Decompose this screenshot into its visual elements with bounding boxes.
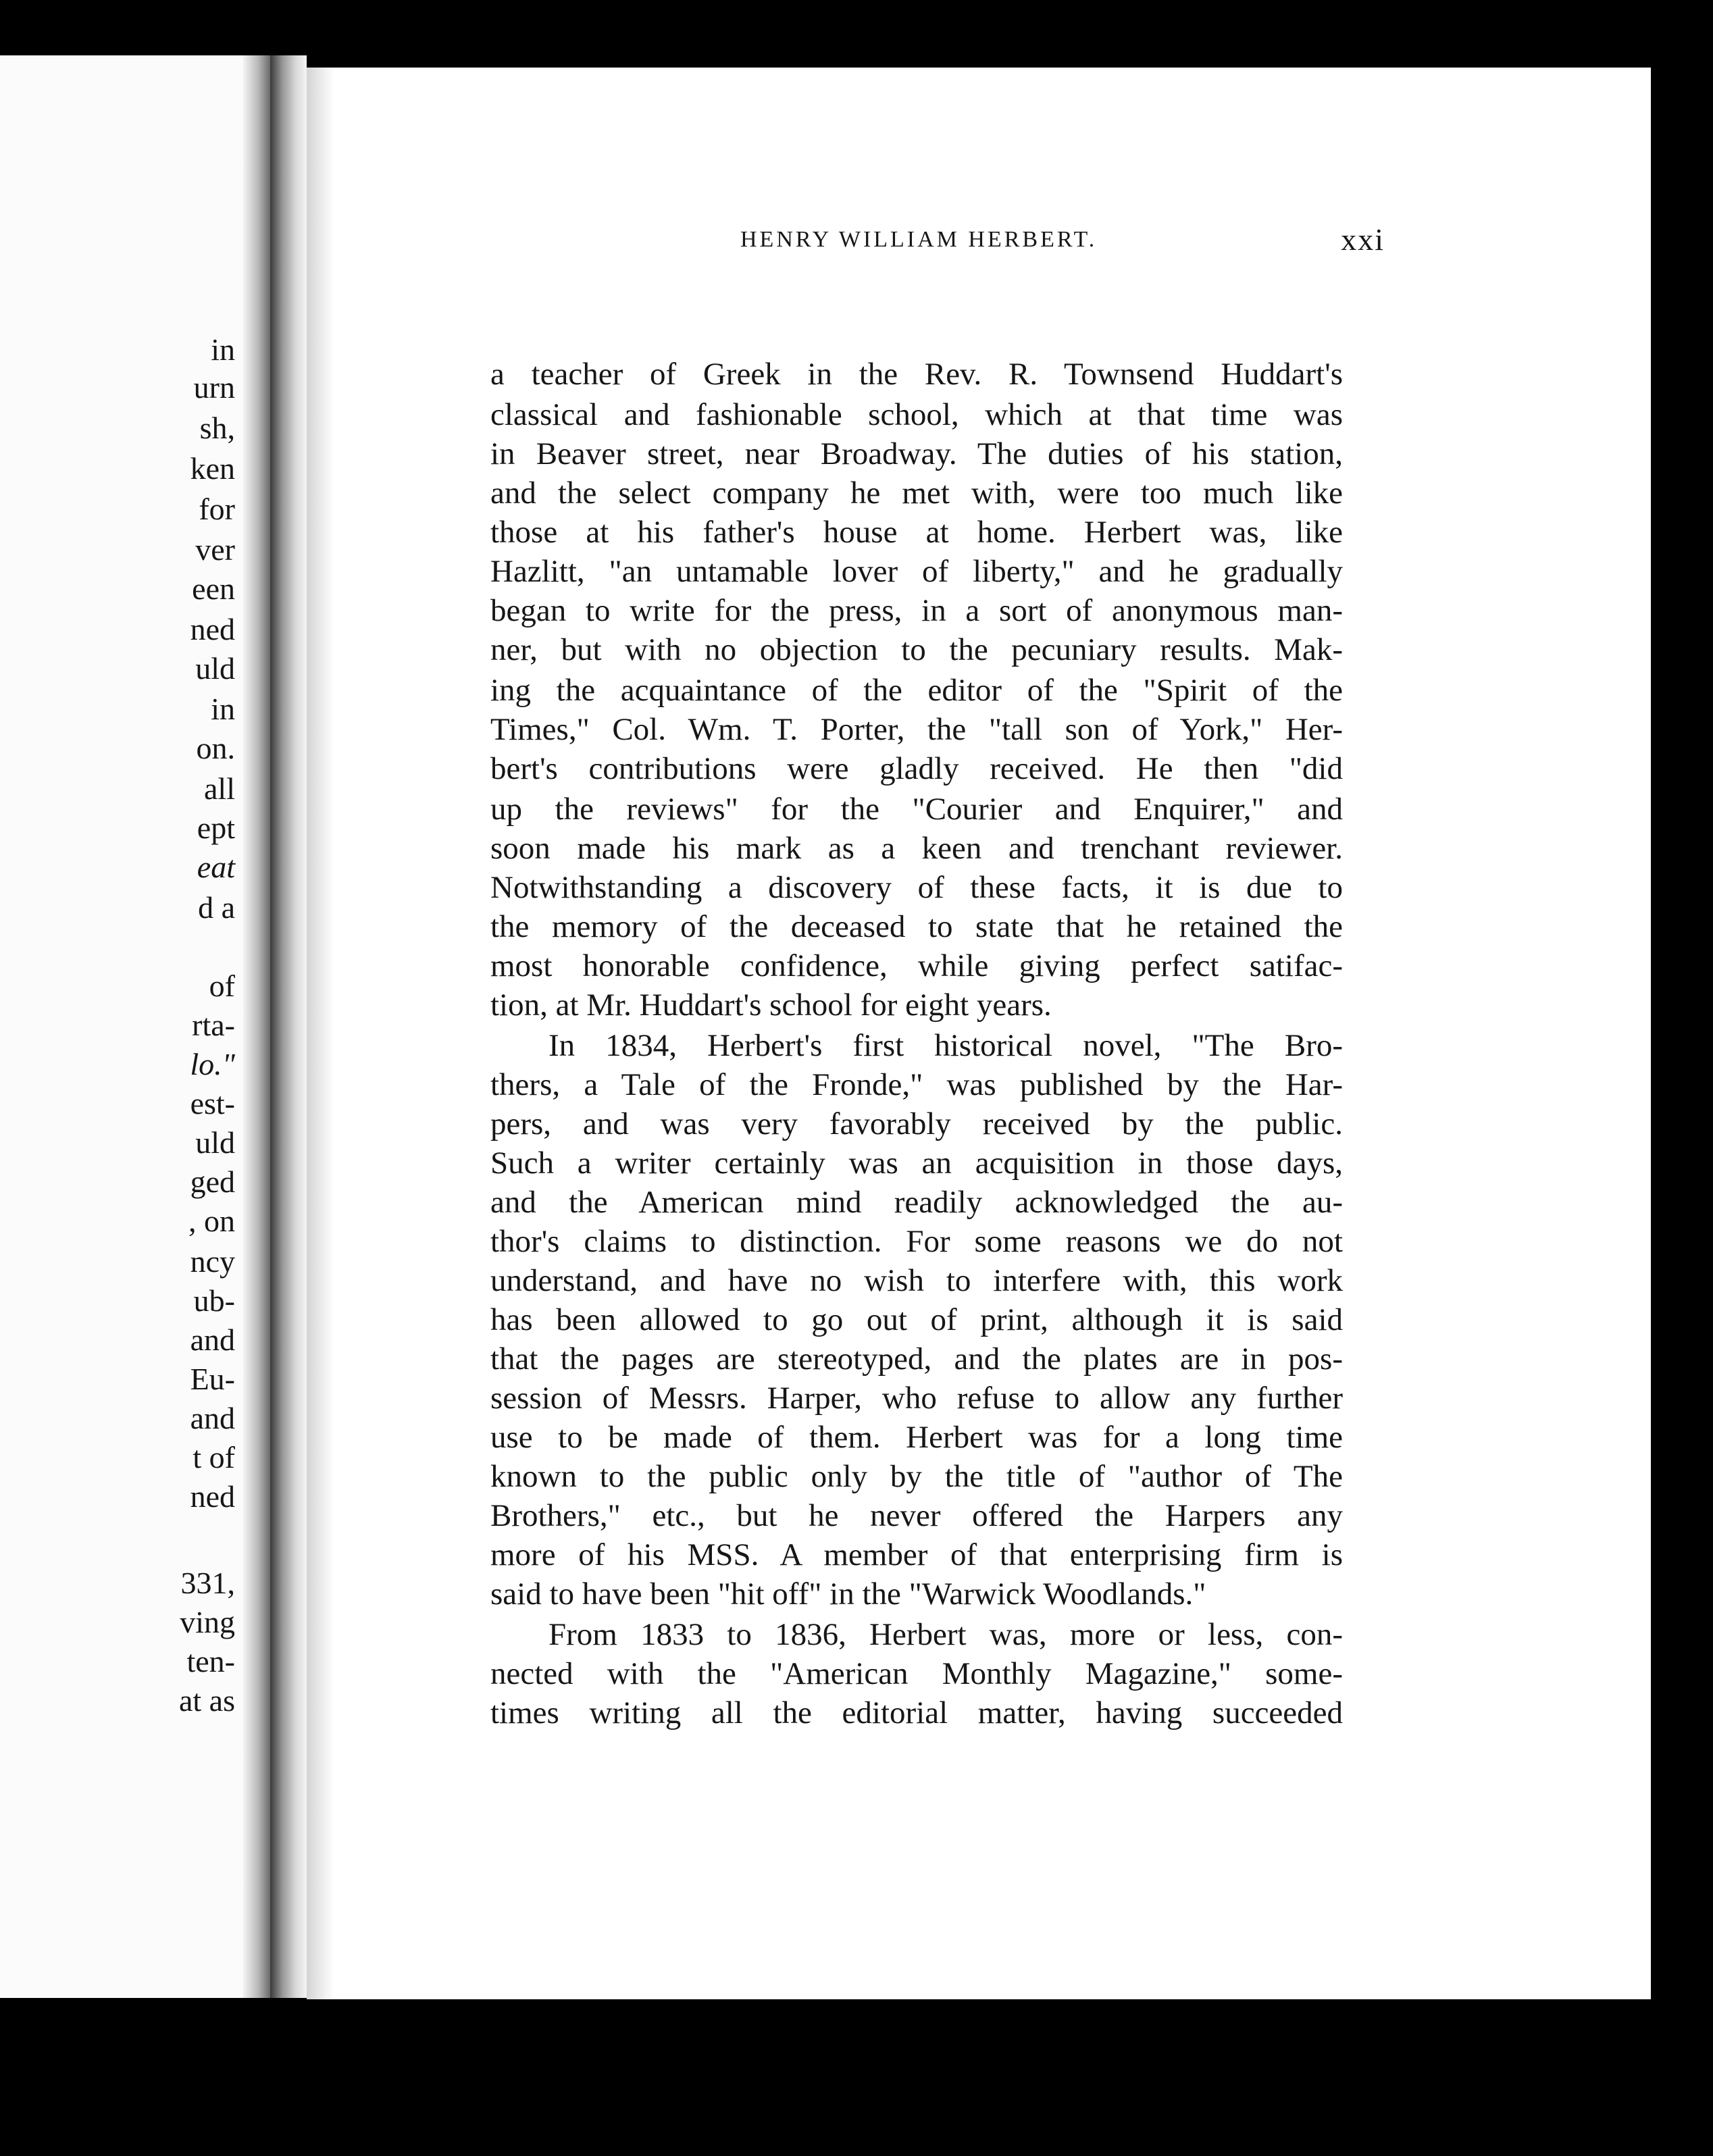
left-page-fragment: uld <box>195 1125 235 1160</box>
text-line: that the pages are stereotyped, and the plates are in pos- <box>490 1341 1343 1377</box>
text-line: times writing all the editorial matter, having succeeded <box>490 1695 1343 1730</box>
left-page-fragment: d a <box>198 890 235 925</box>
text-line: understand, and have no wish to interfere with, this work <box>490 1263 1343 1298</box>
text-line: a teacher of Greek in the Rev. R. Townsend Huddart's <box>490 357 1343 392</box>
book-spine-shadow <box>270 55 307 1998</box>
left-page-fragment: lo." <box>190 1047 235 1081</box>
text-line: known to the public only by the title of "author of The <box>490 1459 1343 1494</box>
left-page-fragment: all <box>204 771 235 806</box>
text-line: began to write for the press, in a sort of anonymous man- <box>490 593 1343 628</box>
text-line: classical and fashionable school, which at that time was <box>490 397 1343 432</box>
text-line: the memory of the deceased to state that he retained the <box>490 909 1343 944</box>
left-page-gutter-shadow <box>243 55 270 1998</box>
text-line: Times," Col. Wm. T. Porter, the "tall son of York," Her- <box>490 712 1343 747</box>
facing-page-left <box>0 55 270 1998</box>
text-line: thers, a Tale of the Fronde," was published by the Har- <box>490 1067 1343 1102</box>
left-page-fragment: and <box>190 1401 235 1435</box>
text-line: Such a writer certainly was an acquisition in those days, <box>490 1146 1343 1181</box>
text-line: more of his MSS. A member of that enterprising firm is <box>490 1537 1343 1572</box>
left-page-fragment: sh, <box>199 411 235 445</box>
text-line: tion, at Mr. Huddart's school for eight years. <box>490 987 1052 1023</box>
left-page-fragment: een <box>192 571 235 606</box>
text-line: From 1833 to 1836, Herbert was, more or less, con- <box>548 1617 1343 1652</box>
text-line: session of Messrs. Harper, who refuse to allow any further <box>490 1381 1343 1416</box>
left-page-fragment: ub- <box>193 1283 235 1318</box>
text-line: soon made his mark as a keen and trenchant reviewer. <box>490 831 1343 866</box>
left-page-fragment: Eu- <box>190 1362 235 1396</box>
text-line: ing the acquaintance of the editor of the "Spirit of the <box>490 673 1343 708</box>
left-page-fragment: ver <box>195 532 235 567</box>
left-page-fragment: and <box>190 1323 235 1357</box>
left-page-fragment: ving <box>180 1605 235 1639</box>
text-line: Notwithstanding a discovery of these facts, it is due to <box>490 870 1343 905</box>
text-line: pers, and was very favorably received by the public. <box>490 1106 1343 1141</box>
text-line: thor's claims to distinction. For some reasons we do not <box>490 1224 1343 1259</box>
left-page-fragment: uld <box>195 651 235 686</box>
text-line: those at his father's house at home. Herbert was, like <box>490 515 1343 550</box>
left-page-fragment: 331, <box>180 1566 235 1600</box>
left-page-fragment: ept <box>197 811 235 845</box>
text-line: up the reviews" for the "Courier and Enquirer," and <box>490 792 1343 827</box>
text-line: use to be made of them. Herbert was for a long time <box>490 1420 1343 1455</box>
left-page-fragment: of <box>209 969 235 1003</box>
left-page-fragment: ken <box>190 451 235 486</box>
left-page-fragment: ged <box>190 1164 235 1199</box>
left-page-fragment: eat <box>197 850 235 884</box>
left-page-fragment: rta- <box>192 1008 235 1042</box>
left-page-fragment: ten- <box>186 1644 235 1678</box>
text-line: and the American mind readily acknowledged the au- <box>490 1185 1343 1220</box>
page-fold-shadow <box>307 68 334 1999</box>
left-page-fragment: for <box>199 492 235 526</box>
left-page-fragment: ncy <box>190 1244 235 1279</box>
left-page-fragment: t of <box>193 1440 235 1474</box>
text-line: said to have been "hit off" in the "Warwick Woodlands." <box>490 1576 1206 1612</box>
text-line: ner, but with no objection to the pecuniary results. Mak- <box>490 632 1343 667</box>
left-page-fragment: ned <box>190 612 235 646</box>
running-head-title: HENRY WILLIAM HERBERT. <box>740 227 1098 252</box>
left-page-fragment: in <box>211 332 235 367</box>
left-page-fragment: , on <box>188 1204 235 1238</box>
left-page-fragment: in <box>211 692 235 726</box>
left-page-fragment: on. <box>196 731 235 765</box>
text-line: most honorable confidence, while giving perfect satifac- <box>490 948 1343 983</box>
text-line: in Beaver street, near Broadway. The duties of his station, <box>490 436 1343 471</box>
text-line: nected with the "American Monthly Magazine," some- <box>490 1656 1343 1691</box>
text-line: Brothers," etc., but he never offered the Harpers any <box>490 1498 1343 1533</box>
text-line: bert's contributions were gladly received. He then "did <box>490 751 1343 786</box>
page-number: xxi <box>1341 222 1385 257</box>
left-page-fragment: urn <box>193 370 235 405</box>
left-page-fragment: ned <box>190 1479 235 1514</box>
left-page-fragment: at as <box>178 1683 235 1718</box>
text-line: and the select company he met with, were too much like <box>490 476 1343 511</box>
text-line: Hazlitt, "an untamable lover of liberty," and he gradually <box>490 554 1343 589</box>
text-line: In 1834, Herbert's first historical novel, "The Bro- <box>548 1028 1343 1063</box>
text-line: has been allowed to go out of print, although it is said <box>490 1302 1343 1337</box>
left-page-fragment: est- <box>190 1086 235 1121</box>
